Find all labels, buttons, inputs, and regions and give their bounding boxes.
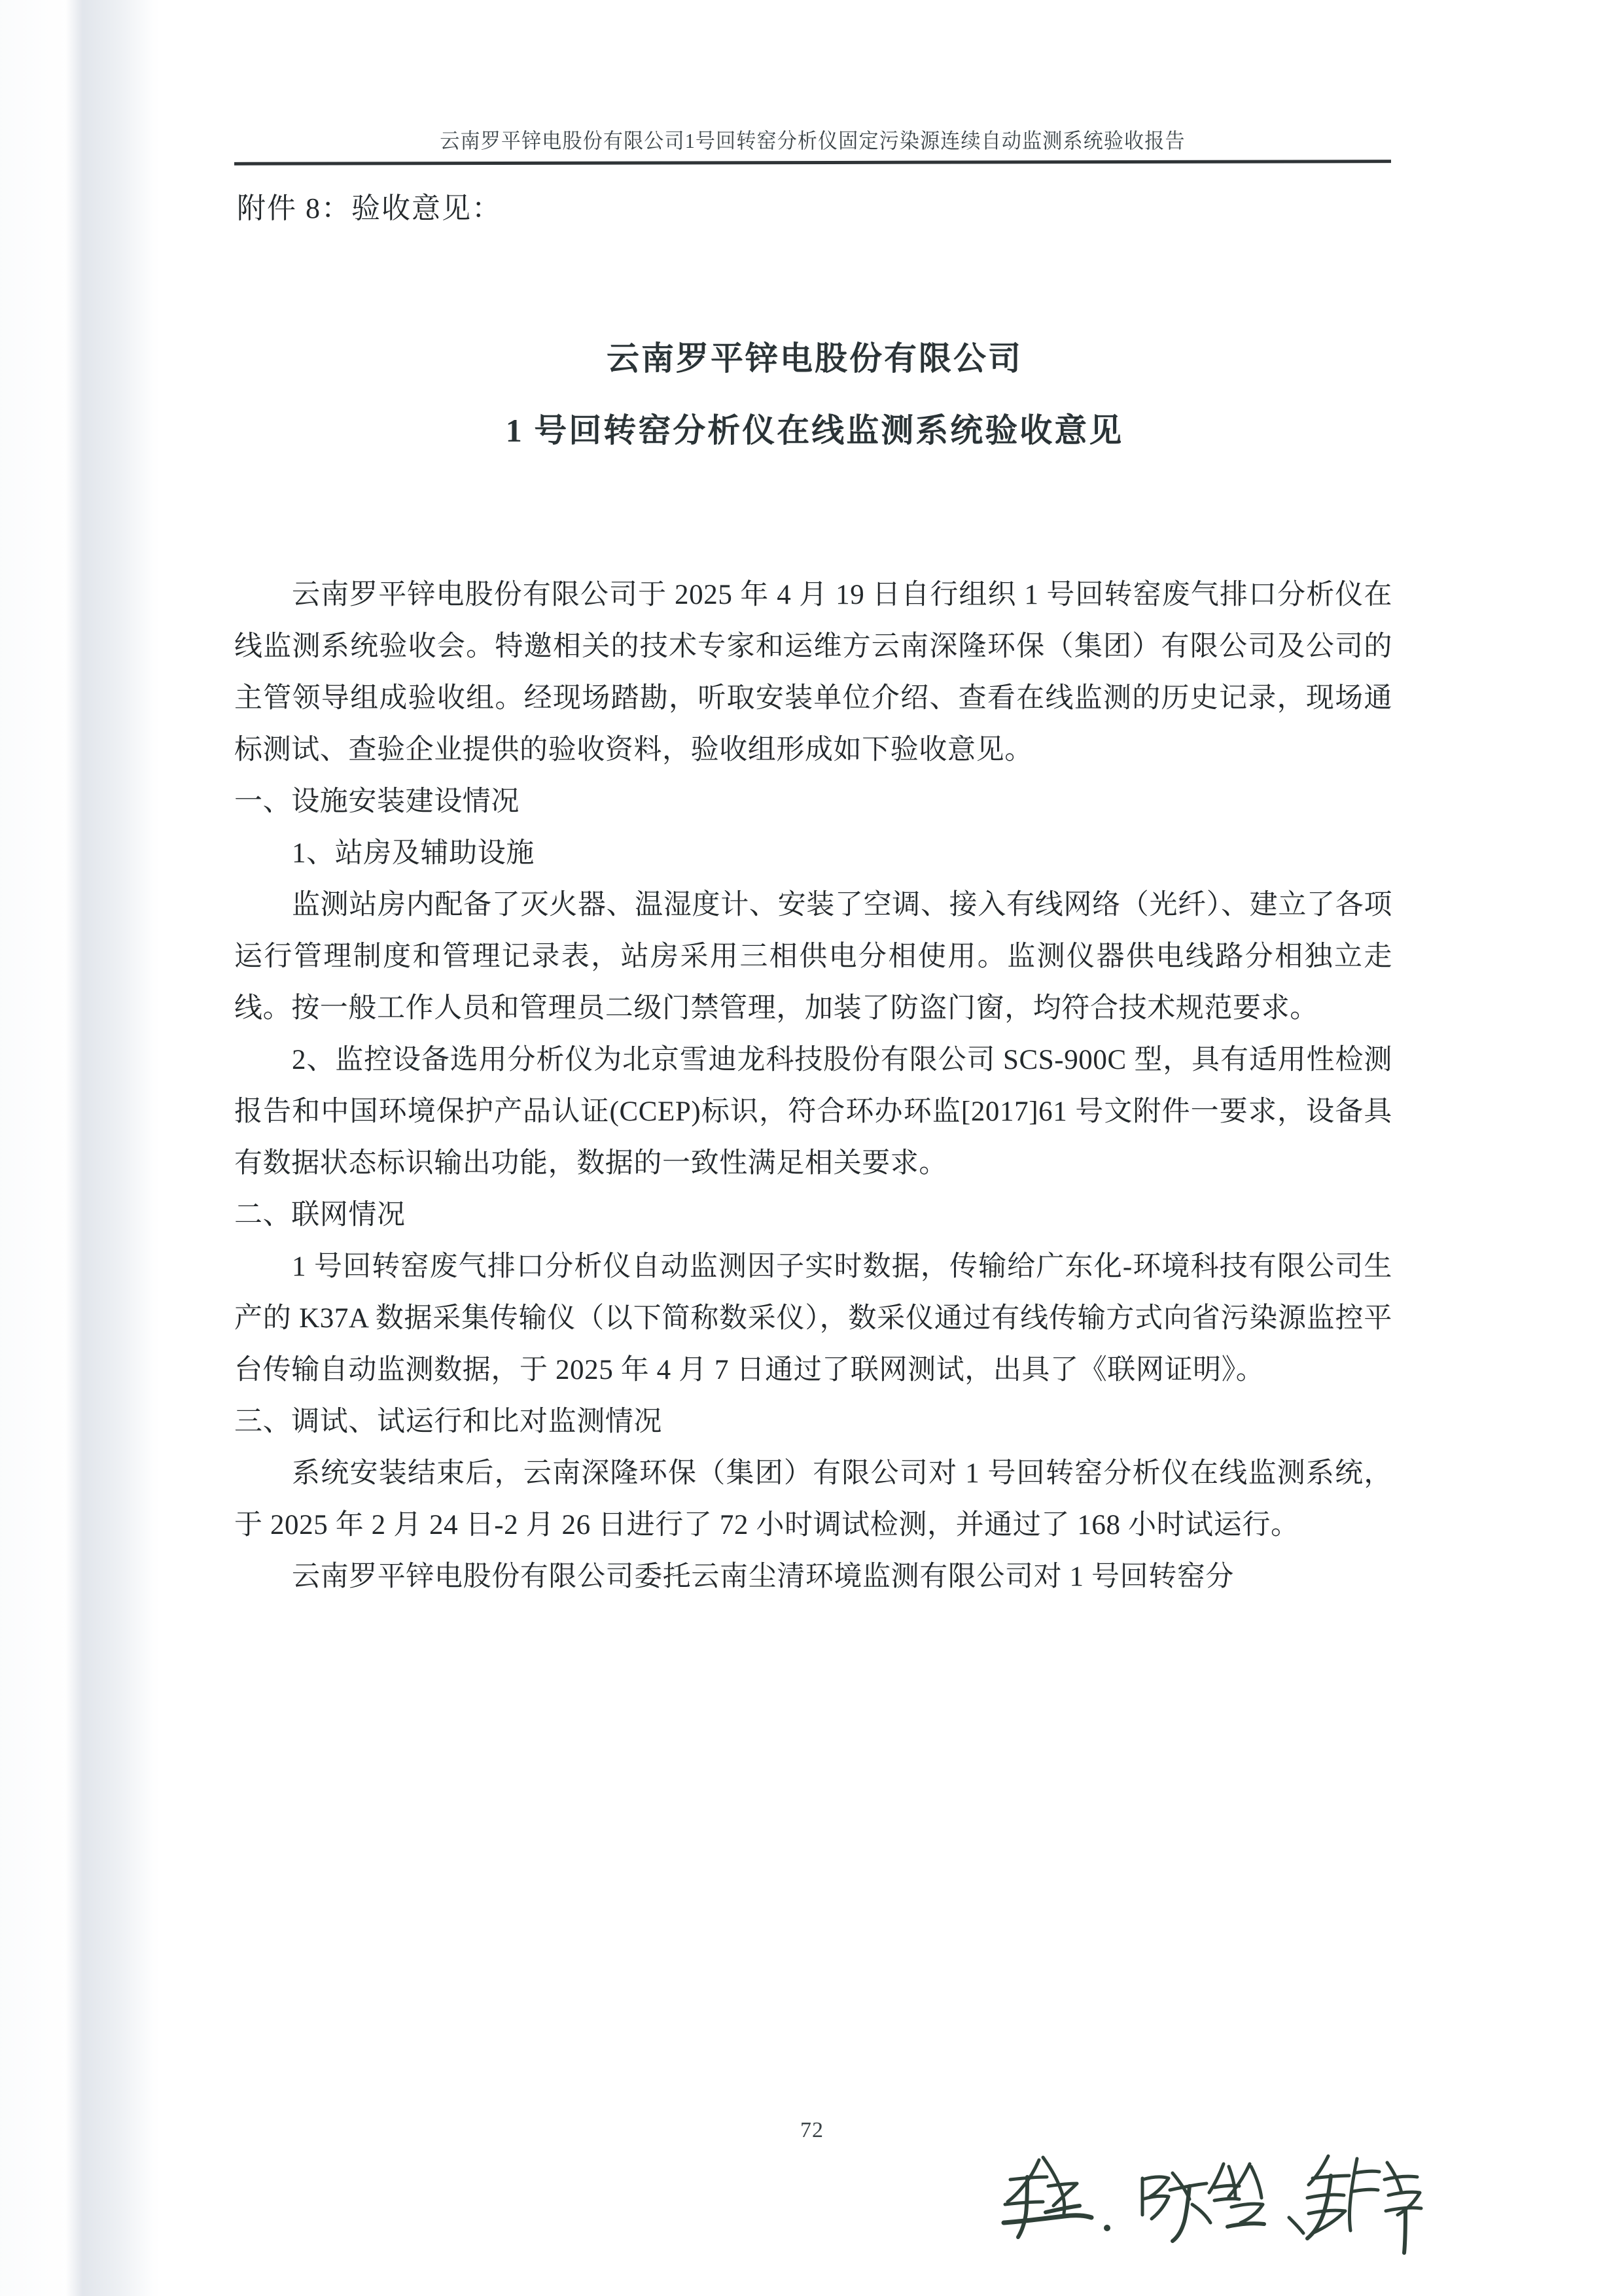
scan-edge-highlight <box>0 0 72 2296</box>
heading-section-1: 一、设施安装建设情况 <box>234 786 520 817</box>
paragraph-section-3-first: 系统安装结束后，云南深隆环保（集团）有限公司对 1 号回转窑分析仪在线监测系统，于 2025 年 2 月 24 日-2 月 26 日进行了 72 小时调试检测，并通过了 168 小时试运行。 <box>234 1458 1392 1540</box>
attachment-label: 附件 8：验收意见： <box>237 192 502 224</box>
paragraph-section-1-sub-2: 2、监控设备选用分析仪为北京雪迪龙科技股份有限公司 SCS-900C 型，具有适用性检测报告和中国环境保护产品认证(CCEP)标识，符合环办环监[2017]61 号文附件一要求，设备具有数据状态标识输出功能，数据的一致性满足相关要求。 <box>234 1045 1392 1179</box>
heading-section-3: 三、调试、试运行和比对监测情况 <box>234 1406 662 1437</box>
title-line-subject: 1 号回转窑分析仪在线监测系统验收意见 <box>505 412 1124 449</box>
header-divider <box>234 160 1391 165</box>
paragraph-section-1-sub-1: 监测站房内配备了灭火器、温湿度计、安装了空调、接入有线网络（光纤）、建立了各项运行管理制度和管理记录表，站房采用三相供电分相使用。监测仪器供电线路分相独立走线。按一般工作人员和管理员二级门禁管理，加装了防盗门窗，均符合技术规范要求。 <box>234 890 1392 1024</box>
signature-ink <box>962 2149 1433 2280</box>
signature-2 <box>1142 2164 1264 2241</box>
title-line-company: 云南罗平锌电股份有限公司 <box>607 340 1023 377</box>
document-body <box>234 569 1392 1603</box>
paragraph-intro: 云南罗平锌电股份有限公司于 2025 年 4 月 19 日自行组织 1 号回转窑废气排口分析仪在线监测系统验收会。特邀相关的技术专家和运维方云南深隆环保（集团）有限公司及公司的主管领导组成验收组。经现场踏勘，听取安装单位介绍、查看在线监测的历史记录，现场通标测试、查验企业提供的验收资料，验收组形成如下验收意见。 <box>234 580 1392 765</box>
paragraph-section-2: 1 号回转窑废气排口分析仪自动监测因子实时数据，传输给广东化-环境科技有限公司生产的 K37A 数据采集传输仪（以下简称数采仪），数采仪通过有线传输方式向省污染源监控平台传输自动监测数据，于 2025 年 4 月 7 日通过了联网测试，出具了《联网证明》。 <box>234 1251 1392 1385</box>
running-header-title: 云南罗平锌电股份有限公司1号回转窑分析仪固定污染源连续自动监测系统验收报告 <box>440 130 1186 153</box>
running-header <box>234 128 1391 164</box>
scan-binding-shadow <box>65 0 160 2296</box>
heading-section-1-sub-1: 1、站房及辅助设施 <box>292 838 535 869</box>
signature-area <box>962 2149 1433 2280</box>
heading-section-2: 二、联网情况 <box>234 1200 406 1230</box>
paragraph-section-3-second: 云南罗平锌电股份有限公司委托云南尘清环境监测有限公司对 1 号回转窑分 <box>292 1561 1234 1592</box>
page-number: 72 <box>800 2118 824 2142</box>
signature-1 <box>1004 2157 1110 2237</box>
signature-3 <box>1289 2156 1421 2253</box>
page-title <box>236 327 1394 462</box>
